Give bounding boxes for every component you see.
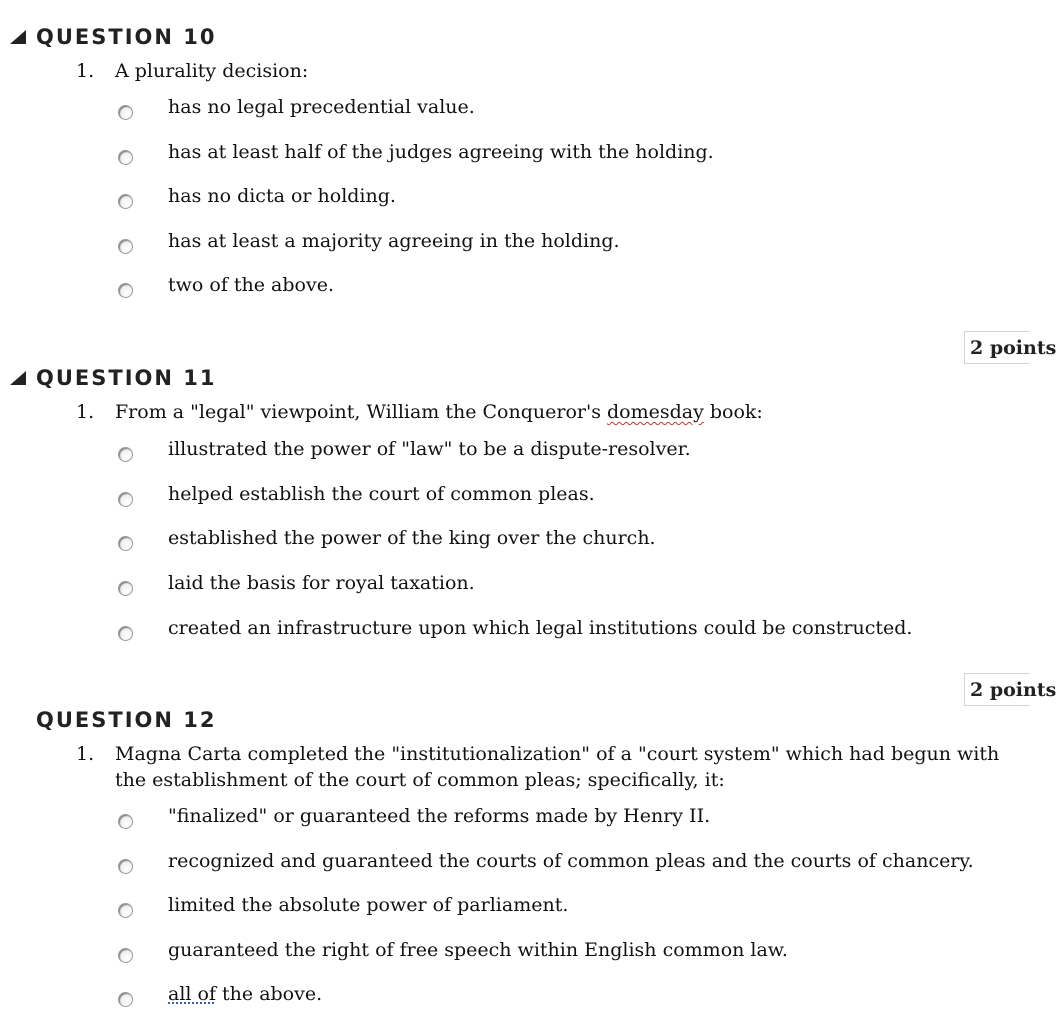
points-badge: 2 points <box>964 331 1030 364</box>
radio-button[interactable] <box>118 283 133 298</box>
option-label: has at least a majority agreeing in the holding. <box>168 230 620 252</box>
option-label: has no legal precedential value. <box>168 96 475 118</box>
answer-option[interactable] <box>118 434 691 464</box>
spellcheck-flagged-word: domesday <box>607 401 704 423</box>
option-label: recognized and guaranteed the courts of common pleas and the courts of chancery. <box>168 850 974 872</box>
option-label: laid the basis for royal taxation. <box>168 572 475 594</box>
item-number: 1. <box>76 60 95 82</box>
question-header[interactable] <box>10 24 216 50</box>
question-prompt <box>115 399 1015 425</box>
question-title: QUESTION 12 <box>36 708 217 732</box>
question-prompt: A plurality decision: <box>115 60 309 82</box>
radio-button[interactable] <box>118 447 133 462</box>
option-label: has at least half of the judges agreeing with the holding. <box>168 141 714 163</box>
radio-button[interactable] <box>118 903 133 918</box>
answer-option[interactable] <box>118 935 788 965</box>
option-label: has no dicta or holding. <box>168 185 396 207</box>
radio-button[interactable] <box>118 814 133 829</box>
question-header[interactable] <box>10 707 216 733</box>
answer-option[interactable] <box>118 979 322 1009</box>
answer-option[interactable] <box>118 181 396 211</box>
radio-button[interactable] <box>118 239 133 254</box>
option-label: guaranteed the right of free speech within English common law. <box>168 939 788 961</box>
question-title: QUESTION 11 <box>36 366 217 390</box>
radio-button[interactable] <box>118 536 133 551</box>
question-prompt: Magna Carta completed the "institutionalization" of a "court system" which had begun with the establishment of the court of common pleas; specifically, it: <box>115 743 1000 791</box>
radio-button[interactable] <box>118 581 133 596</box>
radio-button[interactable] <box>118 150 133 165</box>
option-label: created an infrastructure upon which legal institutions could be constructed. <box>168 617 913 639</box>
prompt-text-start: From a "legal" viewpoint, William the Conqueror's <box>115 401 607 423</box>
answer-option[interactable] <box>118 568 475 598</box>
option-label <box>168 983 322 1005</box>
grammar-flagged-text: all of <box>168 983 216 1005</box>
radio-button[interactable] <box>118 492 133 507</box>
radio-button[interactable] <box>118 992 133 1007</box>
answer-option[interactable] <box>118 270 334 300</box>
answer-option[interactable] <box>118 92 475 122</box>
option-label: helped establish the court of common pleas. <box>168 483 595 505</box>
answer-option[interactable] <box>118 846 974 876</box>
option-label: limited the absolute power of parliament. <box>168 894 569 916</box>
question-title: QUESTION 10 <box>36 25 217 49</box>
option-label: "finalized" or guaranteed the reforms made by Henry II. <box>168 805 711 827</box>
answer-option[interactable] <box>118 890 568 920</box>
collapse-arrow-icon[interactable] <box>10 30 26 44</box>
item-number: 1. <box>76 401 95 423</box>
item-number: 1. <box>76 743 95 765</box>
radio-button[interactable] <box>118 105 133 120</box>
prompt-text-end: book: <box>703 401 763 423</box>
answer-option[interactable] <box>118 801 710 831</box>
option-label: illustrated the power of "law" to be a dispute-resolver. <box>168 438 691 460</box>
radio-button[interactable] <box>118 859 133 874</box>
answer-option[interactable] <box>118 613 912 643</box>
radio-button[interactable] <box>118 948 133 963</box>
question-header[interactable] <box>10 365 216 391</box>
option-label: two of the above. <box>168 274 334 296</box>
answer-option[interactable] <box>118 137 714 167</box>
radio-button[interactable] <box>118 194 133 209</box>
option-label: established the power of the king over the church. <box>168 527 656 549</box>
answer-option[interactable] <box>118 226 620 256</box>
option-label-rest: the above. <box>216 983 323 1005</box>
points-badge: 2 points <box>964 673 1030 706</box>
answer-option[interactable] <box>118 523 656 553</box>
collapse-arrow-icon[interactable] <box>10 371 26 385</box>
radio-button[interactable] <box>118 626 133 641</box>
answer-option[interactable] <box>118 479 595 509</box>
